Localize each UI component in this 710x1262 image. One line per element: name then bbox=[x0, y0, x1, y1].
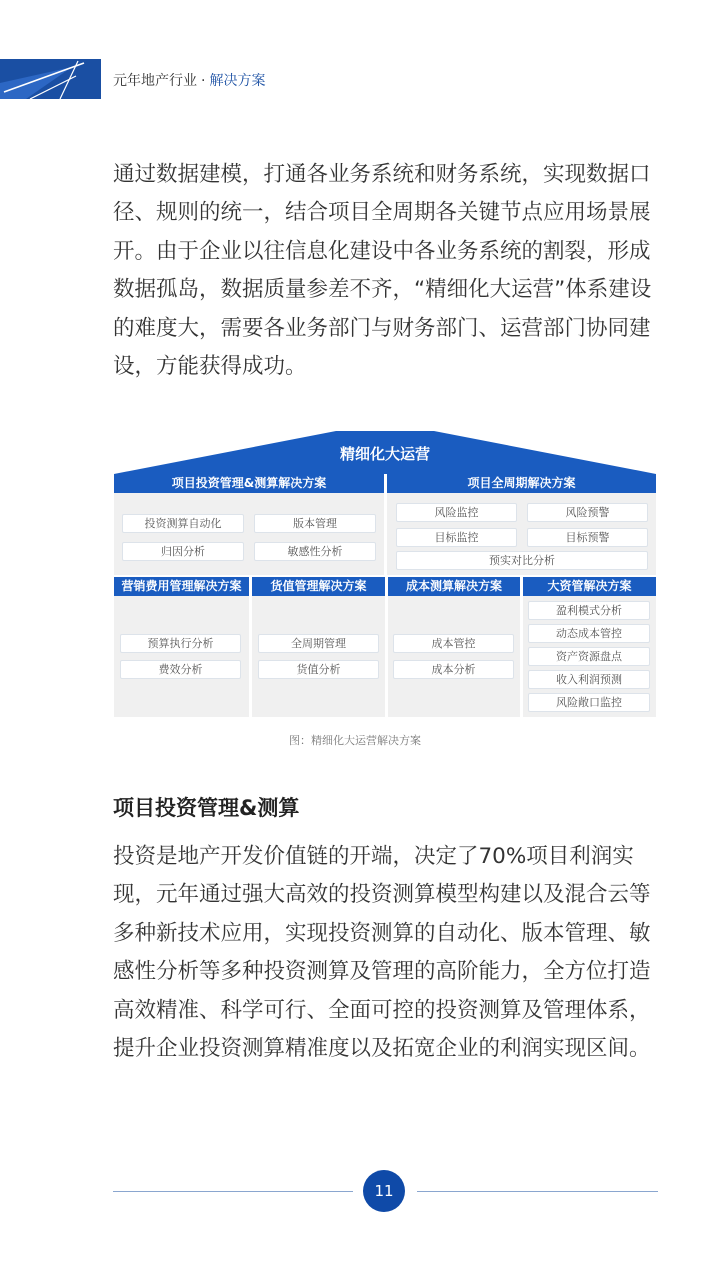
chip-profit-model-analysis: 盈利模式分析 bbox=[528, 601, 650, 620]
chip-dynamic-cost-control: 动态成本管控 bbox=[528, 624, 650, 643]
chip-target-alert: 目标预警 bbox=[527, 528, 648, 547]
chip-version-management: 版本管理 bbox=[254, 514, 376, 533]
section-paragraph: 投资是地产开发价值链的开端，决定了70%项目利润实现，元年通过强大高效的投资测算模型构建以及混合云等多种新技术应用，实现投资测算的自动化、版本管理、敏感性分析等多种投资测算及管理的高阶能力，全方位打造高效精准、科学可行、全面可控的投资测算及管理体系，提升企业投资测算精准度以及拓宽企业的利润实现区间。 bbox=[113, 844, 651, 1062]
panel-investment bbox=[114, 474, 384, 575]
panel-asset-management bbox=[523, 577, 656, 717]
header-title bbox=[113, 70, 265, 90]
chip-target-monitoring: 目标监控 bbox=[396, 528, 517, 547]
chip-asset-inventory: 资产资源盘点 bbox=[528, 647, 650, 666]
chip-budget-execution: 预算执行分析 bbox=[120, 634, 241, 653]
diagram-caption: 图：精细化大运营解决方案 bbox=[289, 734, 421, 747]
footer-rule-left bbox=[113, 1191, 353, 1192]
chip-investment-automation: 投资测算自动化 bbox=[122, 514, 244, 533]
chip-revenue-profit-forecast: 收入利润预测 bbox=[528, 670, 650, 689]
chip-risk-monitoring: 风险监控 bbox=[396, 503, 517, 522]
section-heading: 项目投资管理&测算 bbox=[113, 796, 300, 820]
chip-cost-control: 成本管控 bbox=[393, 634, 514, 653]
panel-marketing-expense bbox=[114, 577, 249, 717]
chip-attribution-analysis: 归因分析 bbox=[122, 542, 244, 561]
chip-risk-alert: 风险预警 bbox=[527, 503, 648, 522]
chip-risk-exposure-monitoring: 风险敞口监控 bbox=[528, 693, 650, 712]
footer-rule-right bbox=[417, 1191, 658, 1192]
header-company: 元年地产行业 bbox=[113, 73, 197, 89]
panel-goods-value bbox=[252, 577, 385, 717]
header-section: 解决方案 bbox=[209, 73, 266, 89]
chip-budget-actual-comparison: 预实对比分析 bbox=[396, 551, 648, 570]
panel-project-lifecycle bbox=[387, 474, 656, 575]
header-separator: · bbox=[201, 73, 206, 89]
operations-diagram bbox=[114, 430, 656, 717]
panel-lifecycle-title: 项目全周期解决方案 bbox=[387, 474, 656, 493]
chip-full-cycle-management: 全周期管理 bbox=[258, 634, 379, 653]
panel-asset-title: 大资管解决方案 bbox=[523, 577, 656, 596]
panel-investment-title: 项目投资管理&测算解决方案 bbox=[114, 474, 384, 493]
chip-goods-value-analysis: 货值分析 bbox=[258, 660, 379, 679]
header-divider bbox=[100, 59, 101, 99]
diagram-title: 精细化大运营 bbox=[339, 445, 430, 463]
panel-cost-estimation bbox=[388, 577, 520, 717]
page-number: 11 bbox=[363, 1170, 405, 1212]
panel-cost-title: 成本测算解决方案 bbox=[388, 577, 520, 596]
chip-cost-analysis: 成本分析 bbox=[393, 660, 514, 679]
intro-paragraph: 通过数据建模，打通各业务系统和财务系统，实现数据口径、规则的统一，结合项目全周期各关键节点应用场景展开。由于企业以往信息化建设中各业务系统的割裂，形成数据孤岛，数据质量参差不齐，“精细化大运营”体系建设的难度大，需要各业务部门与财务部门、运营部门协同建设，方能获得成功。 bbox=[113, 162, 652, 380]
panel-goods-value-title: 货值管理解决方案 bbox=[252, 577, 385, 596]
header-logo-graphic bbox=[0, 59, 100, 99]
chip-cost-effectiveness: 费效分析 bbox=[120, 660, 241, 679]
chip-sensitivity-analysis: 敏感性分析 bbox=[254, 542, 376, 561]
panel-marketing-title: 营销费用管理解决方案 bbox=[114, 577, 249, 596]
